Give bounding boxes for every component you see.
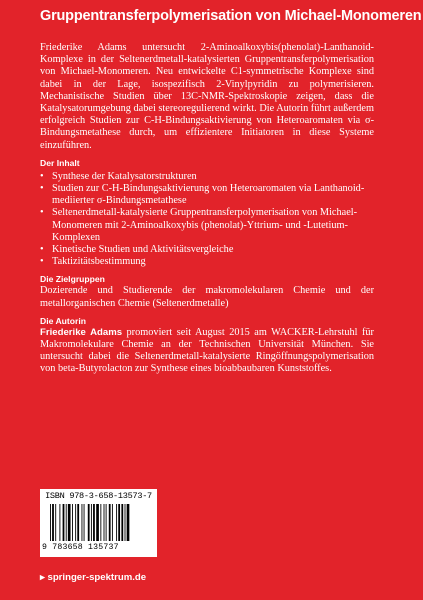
- list-item: • Kinetische Studien und Aktivitätsvergleiche: [40, 244, 234, 256]
- cover-text: [40, 42, 374, 376]
- autorin-text: promoviert seit August 2015 am WACKER-Lehrstuhl für Makromolekulare Chemie an der Technischen Universität München. Sie untersucht dabei die Seltenerdmetall-katalysierte Ringöffnungspolymerisation von beta-Butyrolacton zur Synthese eines bioabbaubaren Kunststoffes.: [40, 326, 374, 375]
- inhalt-list: [40, 171, 374, 269]
- bullet-icon: •: [40, 207, 44, 219]
- website-url[interactable]: springer-spektrum.de: [47, 572, 147, 583]
- list-item: • Studien zur C-H-Bindungsaktivierung von Heteroaromaten via Lanthanoid-mediierter σ-Bindungsmetathese: [40, 183, 365, 207]
- author-name: Friederike Adams: [40, 326, 123, 338]
- website-link[interactable]: ▸ springer-spektrum.de: [40, 572, 147, 583]
- autorin-paragraph: [40, 327, 374, 376]
- zielgruppen-heading: Die Zielgruppen: [40, 274, 105, 285]
- autorin-heading: Die Autorin: [40, 315, 86, 326]
- zielgruppen-text: Dozierende und Studierende der makromolekularen Chemie und der metallorganischen Chemie (Seltenerdmetalle): [40, 285, 374, 309]
- bullet-icon: •: [40, 244, 44, 256]
- bullet-icon: •: [40, 256, 44, 268]
- barcode-bars: [50, 504, 150, 541]
- list-item: • Synthese der Katalysatorstrukturen: [40, 170, 197, 182]
- bullet-icon: •: [40, 170, 44, 182]
- list-item: • Taktizitätsbestimmung: [40, 256, 146, 268]
- ean-digits: 9 783658 135737: [42, 543, 119, 552]
- isbn-label: ISBN 978-3-658-13573-7: [45, 491, 152, 501]
- list-item: • Seltenerdmetall-katalysierte Gruppentransferpolymerisation von Michael-Monomeren mit 2-Aminoalkoxybis (phenolat)-Yttrium- und -Lutetium-Komplexen: [40, 207, 358, 243]
- barcode: [40, 489, 157, 557]
- inhalt-heading: Der Inhalt: [40, 157, 80, 168]
- bullet-icon: •: [40, 183, 44, 195]
- intro-paragraph: Friederike Adams untersucht 2-Aminoalkoxybis(phenolat)-Lanthanoid-Komplexe in der Seltenerdmetall-katalysierten Gruppentransferpolymerisation von Michael-Monomeren. Neu entwickelte C1-symmetrische Komplexe sind dabei in der Lage, isospezifisch 2-Vinylpyridin zu polymerisieren. Mechanistische Studien über 13C-NMR-Spektroskopie zeigen, dass die Katalysatorumgebung dabei stereoregulierend wirkt. Die Autorin führt außerdem erfolgreich Studien zur C-H-Bindungsaktivierung von Heteroaromaten via σ-Bindungsmetathese durch, um effizientere Initiatoren in diese Systeme einzuführen.: [40, 42, 374, 151]
- book-title: Gruppentransferpolymerisation von Michael-Monomeren: [40, 8, 422, 24]
